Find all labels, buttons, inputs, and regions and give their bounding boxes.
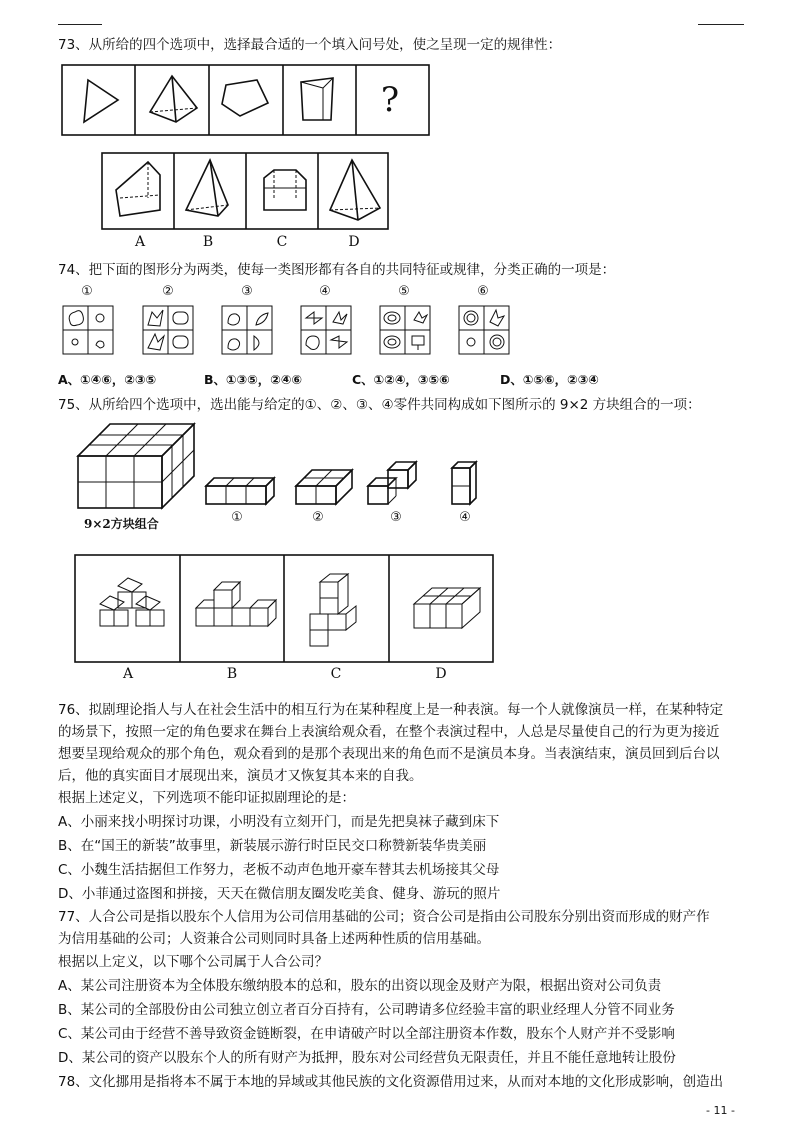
q76-option-b[interactable]: B、在“国王的新装”故事里，新装展示游行时臣民交口称赞新装华贵美丽: [58, 838, 487, 854]
option-b-blocks: [196, 582, 276, 626]
part-label-3: ③: [390, 510, 402, 525]
q74-option-a[interactable]: A、①④⑥，②③⑤: [58, 372, 157, 387]
combo-caption: 9×2方块组合: [84, 517, 159, 531]
q73-label-b: B: [202, 234, 214, 250]
q77-paragraph-line-2: 为信用基础的公司；人资兼合公司则同时具备上述两种性质的信用基础。: [58, 931, 490, 947]
q74-figure-label-3: ③: [241, 284, 253, 299]
part-label-1: ①: [231, 510, 243, 525]
q73-label-c: C: [276, 234, 288, 250]
q75-label-b: B: [226, 666, 238, 682]
q77-option-b[interactable]: B、某公司的全部股份由公司独立创立者百分百持有，公司聘请多位经验丰富的职业经理人分管不同业务: [58, 1002, 675, 1018]
q76-option-c[interactable]: C、小魏生活拮据但工作努力，老板不动声色地开豪车替其去机场接其父母: [58, 862, 500, 878]
q76-option-d[interactable]: D、小菲通过盗图和拼接，天天在微信朋友圈发吃美食、健身、游玩的照片: [58, 886, 501, 902]
q75-label-d: D: [435, 666, 447, 682]
q77-option-d[interactable]: D、某公司的资产以股东个人的所有财产为抵押，股东对公司经营负无限责任，并且不能任意地转让股份: [58, 1050, 676, 1066]
q74-option-d[interactable]: D、①⑤⑥，②③④: [500, 372, 599, 387]
q74-stem: 74、把下面的图形分为两类，使每一类图形都有各自的共同特征或规律，分类正确的一项是：: [58, 262, 616, 278]
q77-paragraph-line-1: 77、人合公司是指以股东个人信用为公司信用基础的公司；资合公司是指由公司股东分别出资而形成的财产作: [58, 909, 710, 925]
q76-option-a[interactable]: A、小丽来找小明探讨功课，小明没有立刻开门，而是先把臭袜子藏到床下: [58, 814, 500, 830]
q73-label-d: D: [348, 234, 360, 250]
q75-label-a: A: [122, 666, 134, 682]
q76-paragraph-line-2: 的场景下，按照一定的角色要求在舞台上表演给观众看，在整个表演过程中，人总是尽量使自己的行为更为接近: [58, 724, 720, 740]
option-a-blocks: [100, 578, 164, 626]
q73-question-mark: ?: [380, 80, 400, 120]
q78-first-line: 78、文化挪用是指将本不属于本地的异域或其他民族的文化资源借用过来，从而对本地的文化形成影响，创造出: [58, 1074, 724, 1090]
q74-figure-label-5: ⑤: [398, 284, 410, 299]
part-label-2: ②: [312, 510, 324, 525]
q73-label-a: A: [134, 234, 146, 250]
q73-stem: 73、从所给的四个选项中，选择最合适的一个填入问号处，使之呈现一定的规律性：: [58, 37, 562, 53]
q77-question: 根据以上定义，以下哪个公司属于人合公司？: [58, 954, 328, 970]
q74-figure-label-4: ④: [319, 284, 331, 299]
option-c-blocks: [310, 574, 356, 646]
q74-option-c[interactable]: C、①②④，③⑤⑥: [352, 372, 450, 387]
q75-label-c: C: [330, 666, 342, 682]
q77-option-c[interactable]: C、某公司由于经营不善导致资金链断裂，在申请破产时以全部注册资本作数，股东个人财产并不受影响: [58, 1026, 675, 1042]
q75-stem: 75、从所给四个选项中，选出能与给定的①、②、③、④零件共同构成如下图所示的 9×2 方块组合的一项：: [58, 397, 701, 413]
q74-figure-label-1: ①: [81, 284, 93, 299]
q74-option-b[interactable]: B、①③⑤，②④⑥: [204, 372, 303, 387]
q74-figure-label-6: ⑥: [477, 284, 489, 299]
q74-figure-label-2: ②: [162, 284, 174, 299]
part-label-4: ④: [459, 510, 471, 525]
option-d-blocks: [414, 588, 480, 628]
q76-paragraph-line-3: 想要呈现给观众的那个角色，观众看到的是那个表现出来的角色而不是演员本身。当表演结束，演员回到后台以: [58, 746, 720, 762]
q76-question: 根据上述定义，下列选项不能印证拟剧理论的是：: [58, 790, 355, 806]
page-number: - 11 -: [706, 1104, 735, 1117]
q76-paragraph-line-1: 76、拟剧理论指人与人在社会生活中的相互行为在某种程度上是一种表演。每一个人就像演员一样，在某种特定: [58, 702, 724, 718]
q76-paragraph-line-4: 后，他的真实面目才展现出来，演员才又恢复其本来的自我。: [58, 768, 423, 784]
q77-option-a[interactable]: A、某公司注册资本为全体股东缴纳股本的总和，股东的出资以现金及财产为限，根据出资对公司负责: [58, 978, 662, 994]
